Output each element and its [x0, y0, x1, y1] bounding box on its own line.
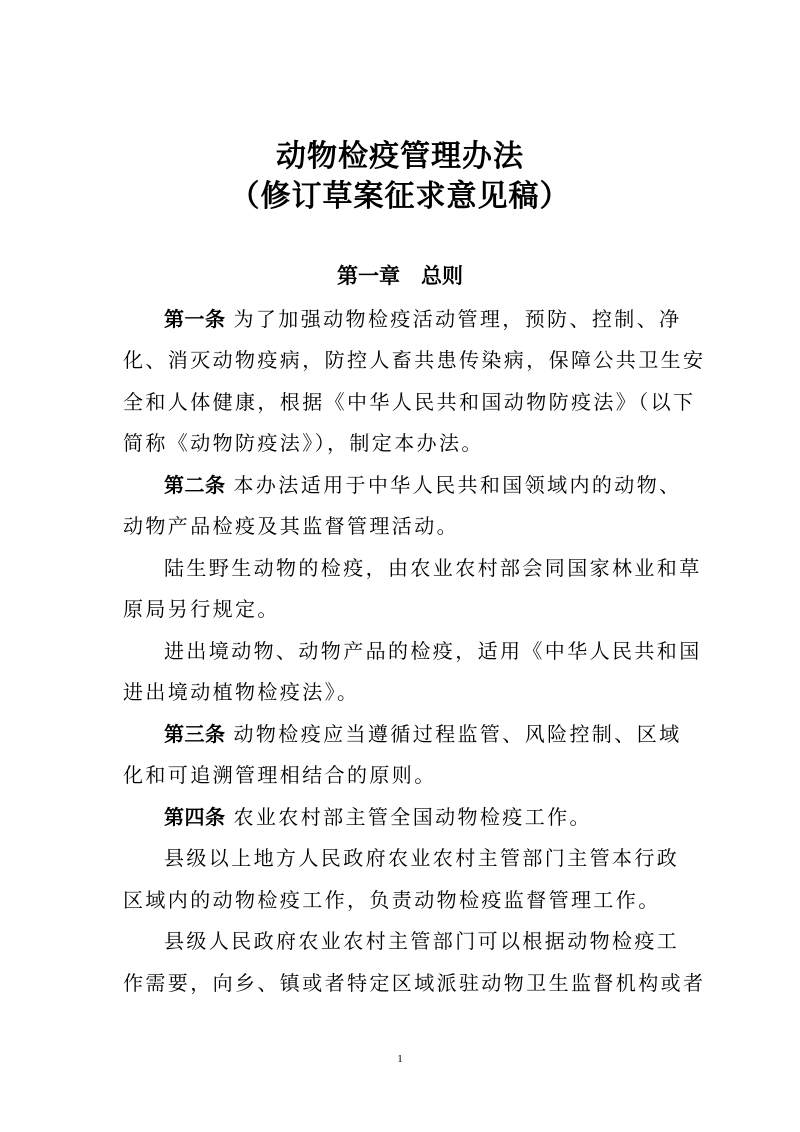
article-4-paragraph-2-line-2: 区域内的动物检疫工作，负责动物检疫监督管理工作。	[123, 888, 661, 912]
article-3-line-2: 化和可追溯管理相结合的原则。	[123, 763, 437, 787]
article-2-line-2: 动物产品检疫及其监督管理活动。	[123, 514, 459, 538]
article-1-text: 为了加强动物检疫活动管理，预防、控制、净	[233, 307, 682, 331]
article-2-paragraph-3-line-2: 进出境动植物检疫法》。	[123, 680, 360, 704]
article-1-label: 第一条	[164, 307, 226, 331]
article-4-paragraph-2-line-1: 县级以上地方人民政府农业农村主管部门主管本行政	[164, 846, 680, 870]
document-subtitle: （修订草案征求意见稿）	[229, 179, 571, 214]
article-4-text: 农业农村部主管全国动物检疫工作。	[233, 805, 592, 829]
page-number: 1	[397, 1053, 403, 1065]
article-2-paragraph-2-line-1: 陆生野生动物的检疫，由农业农村部会同国家林业和草	[164, 556, 702, 580]
article-3-text: 动物检疫应当遵循过程监管、风险控制、区域	[233, 722, 682, 746]
article-4-paragraph-3-line-2: 作需要，向乡、镇或者特定区域派驻动物卫生监督机构或者	[123, 971, 706, 995]
article-2-paragraph-2-line-2: 原局另行规定。	[123, 597, 280, 621]
chapter-heading: 第一章 总则	[337, 264, 463, 288]
article-2-label: 第二条	[164, 473, 226, 497]
article-2-line-1	[164, 471, 724, 499]
article-1-line-4: 简称《动物防疫法》），制定本办法。	[123, 431, 484, 455]
article-1-line-2: 化、消灭动物疫病，防控人畜共患传染病，保障公共卫生安	[123, 348, 706, 372]
article-4-paragraph-3-line-1: 县级人民政府农业农村主管部门可以根据动物检疫工	[164, 929, 680, 953]
article-2-text: 本办法适用于中华人民共和国领域内的动物、	[233, 473, 682, 497]
document-title: 动物检疫管理办法	[276, 139, 524, 174]
article-1-line-1	[164, 305, 724, 333]
article-3-line-1	[164, 720, 724, 748]
article-2-paragraph-3-line-1: 进出境动物、动物产品的检疫，适用《中华人民共和国	[164, 639, 702, 663]
article-1-line-3: 全和人体健康，根据《中华人民共和国动物防疫法》（以下	[123, 390, 696, 414]
article-3-label: 第三条	[164, 722, 226, 746]
article-4-line-1	[164, 803, 724, 831]
article-4-label: 第四条	[164, 805, 226, 829]
